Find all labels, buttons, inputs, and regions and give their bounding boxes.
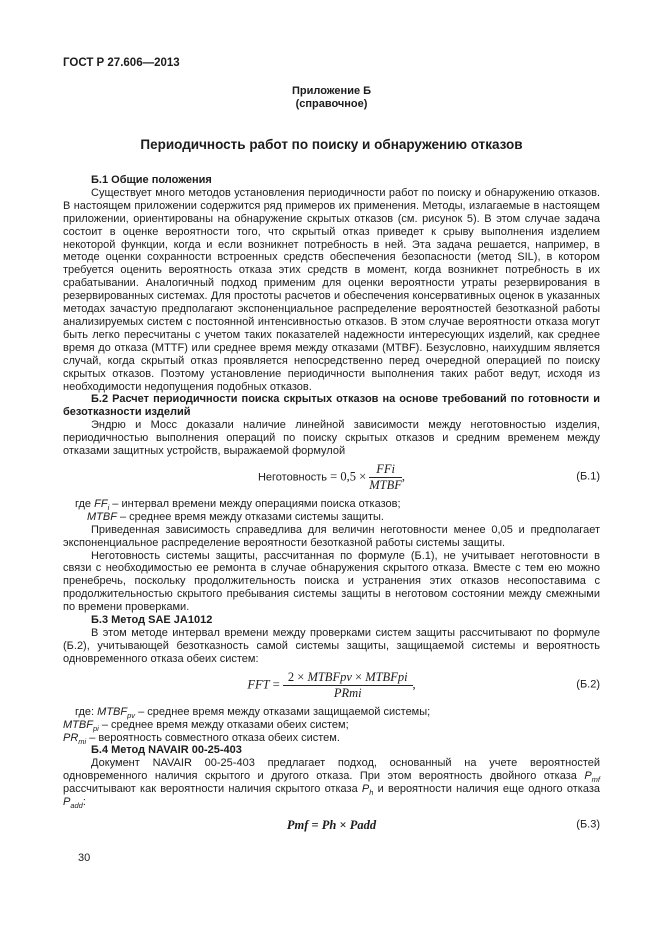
formula-b2-denominator: PRmi [333,685,362,700]
formula-b2-comma: , [412,677,416,692]
formula-b2-numerator: 2 × MTBFpv × MTBFpi [283,671,413,686]
appendix-line2: (справочное) [295,98,368,110]
section-heading-b3: Б.3 Метод SAE JA1012 [91,614,213,627]
paragraph-b1: Существует много методов установления периодичности работ по поиску и обнаружению отказов. В настоящем приложении содержится ряд примеров их применения. Методы, излагаемые в настоящем приложении, ориентированы на обнаружение скрытых отказов (см. рисунок 5). В этом случае задача состоит в оценке вероятности того, что скрытый отказ приведет к срыву выполнения изделием некоторой функции, когда и если возникнет потребность в ней. Эта задача решается, например, в методе оценки сохранности встроенных средств обеспечения безопасности (метод SIL), в котором требуется оценить вероятность отказа этих средств в момент, когда возникнет потребность в их срабатывании. Аналогичный подход применим для оценки вероятности утраты резервирования в резервированных системах. Для простоты расчетов и обеспечения консервативных оценок в указанных методах зачастую предполагают экспоненциальное распределение вероятностей безотказной работы анализируемых систем с постоянной интенсивностью отказов. В этом случае вероятности отказа могут быть легко пересчитаны с учетом таких показателей надежности интересующих изделий, как среднее время до отказа (MTTF) или среднее время между отказами (MTBF). Безусловно, наихудшим является случай, когда скрытый отказ проявляется непосредственно перед очередной операцией по поиску скрытых отказов. Поэтому установление периодичности выполнения таких работ ведут, исходя из необходимости недопущения подобных отказов. [63,186,600,393]
page-number: 30 [78,852,91,864]
formula-b1-comma: , [401,469,406,484]
formula-b1-denominator: MTBF [369,477,402,492]
where-mtbfpv: где: $MTBF_{pv}$ – среднее время между отказами защищаемой системы; [75,705,431,720]
where-ffi: где $FF_i$ – интервал времени между операциями поиска отказов; [75,497,401,513]
formula-b1-lhs: Неготовность [257,471,328,484]
formula-b1-numerator: FFi [369,463,402,478]
formula-b2-lhs: FFT = [247,677,283,692]
section-heading-b4: Б.4 Метод NAVAIR 00-25-403 [91,744,242,757]
document-body [63,174,600,832]
appendix-label [63,85,600,111]
section-heading-b1: Б.1 Общие положения [91,174,212,186]
where-mtbfpi: $MTBF_{pi}$ – среднее время между отказами обеих систем; [63,718,349,733]
formula-b1 [63,463,600,492]
where-mtbf: MTBF – среднее время между отказами системы защиты. [87,510,384,523]
equation-number-b1: (Б.1) [576,470,600,483]
page-title: Периодичность работ по поиску и обнаружению отказов [140,137,523,152]
formula-b3 [63,819,600,832]
paragraph-b2-validity: Приведенная зависимость справедлива для величин неготовности менее 0,05 и предполагает экспоненциальное распределение вероятности безотказной работы системы защиты. [63,523,600,549]
paragraph-b2-unavailability: Неготовность системы защиты, рассчитанная по формуле (Б.1), не учитывает неготовности в связи с необходимостью ее ремонта в случае обнаружения скрытого отказа. Вместе с тем ею можно пренебречь, поскольку продолжительность поиска и устранения этих отказов несопоставима с продолжительностью скрытого пребывания системы защиты в неготовом состоянии между смежными по времени проверками. [63,549,600,614]
where-prmi: $PR_{mi}$ – вероятность совместного отказа обеих систем. [63,731,340,746]
doc-number: ГОСТ Р 27.606—2013 [63,57,180,69]
formula-b2 [63,671,600,700]
equation-number-b3: (Б.3) [576,818,600,831]
paragraph-b3-intro: В этом методе интервал времени между проверками систем защиты рассчитывают по формуле (Б.2), учитывающей безотказность самой системы защиты, защищаемой системы и вероятность одновременного отказа обеих систем: [63,627,600,665]
equation-number-b2: (Б.2) [576,678,600,691]
formula-b1-mid: = 0,5 × [327,469,370,484]
appendix-line1: Приложение Б [291,85,372,97]
paragraph-b2-intro: Эндрю и Мосс доказали наличие линейной зависимости между неготовностью изделия, периодичностью выполнения операций по поиску скрытых отказов и средним временем между отказами защитных устройств, выражаемой формулой [63,419,600,458]
section-heading-b2: Б.2 Расчет периодичности поиска скрытых отказов на основе требований по готовности и безотказности изделий [63,393,600,419]
formula-b1-fraction [369,463,402,492]
formula-b3-expression: Pmf = Ph × Padd [286,817,377,832]
formula-b2-fraction [283,671,413,700]
paragraph-b4-intro: Документ NAVAIR 00-25-403 предлагает подход, основанный на учете вероятностей одновременного наличия скрытого и другого отказа. При этом вероятность двойного отказа $P_{mf}$ рассчитывают как вероятности наличия скрытого отказа $P_h$ и вероятности наличия еще одного отказа $P_{add}$: [63,757,600,811]
